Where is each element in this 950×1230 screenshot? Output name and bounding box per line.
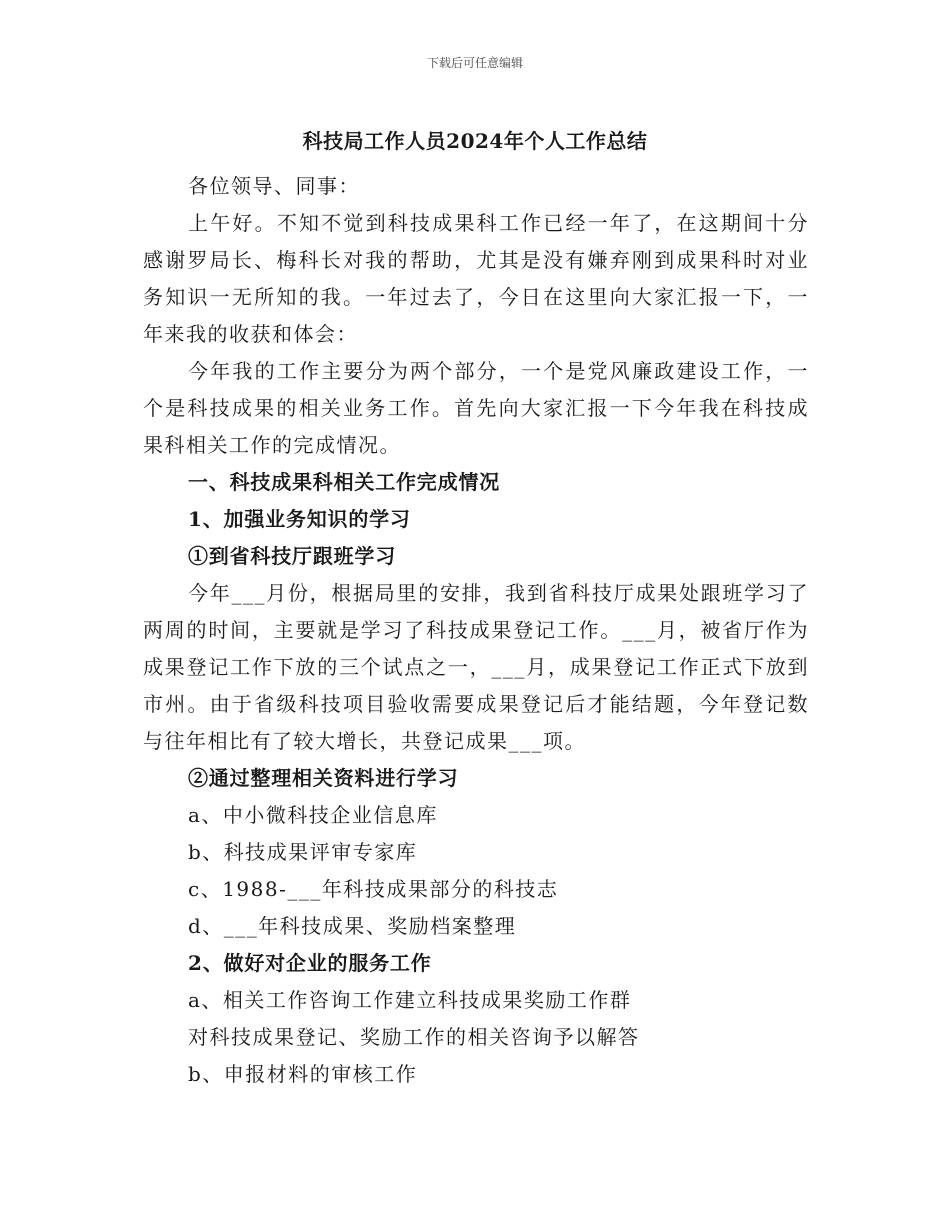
section-heading-1: 一、科技成果科相关工作完成情况 (188, 470, 500, 494)
list-item: b、科技成果评审专家库 (188, 840, 418, 864)
document-title: 科技局工作人员2024年个人工作总结 (302, 129, 648, 153)
list-item: d、___年科技成果、奖励档案整理 (188, 914, 517, 938)
paragraph-overview: 今年我的工作主要分为两个部分，一个是党风廉政建设工作，一个是科技成果的相关业务工作。首先向大家汇报一下今年我在科技成果科相关工作的完成情况。 (143, 359, 809, 457)
subheading-2: 2、做好对企业的服务工作 (188, 951, 432, 975)
page-header-note: 下载后可任意编辑 (426, 56, 523, 70)
subheading-1-1: ①到省科技厅跟班学习 (188, 544, 396, 568)
document-body (143, 168, 809, 1093)
paragraph-intro: 上午好。不知不觉到科技成果科工作已经一年了，在这期间十分感谢罗局长、梅科长对我的帮助，尤其是没有嫌弃刚到成果科时对业务知识一无所知的我。一年过去了，今日在这里向大家汇报一下，一年来我的收获和体会： (143, 211, 809, 346)
greeting: 各位领导、同事： (188, 174, 360, 198)
list-item: c、1988-___年科技成果部分的科技志 (188, 877, 559, 901)
list-item: 对科技成果登记、奖励工作的相关咨询予以解答 (188, 1025, 640, 1049)
list-item: a、相关工作咨询工作建立科技成果奖励工作群 (188, 988, 632, 1012)
subheading-1-2: ②通过整理相关资料进行学习 (188, 766, 459, 790)
list-item: a、中小微科技企业信息库 (188, 803, 438, 827)
subheading-1: 1、加强业务知识的学习 (188, 507, 411, 531)
paragraph-study: 今年___月份，根据局里的安排，我到省科技厅成果处跟班学习了两周的时间，主要就是学习了科技成果登记工作。___月，被省厅作为成果登记工作下放的三个试点之一，___月，成果登记工作正式下放到市州。由于省级科技项目验收需要成果登记后才能结题，今年登记数与往年相比有了较大增长，共登记成果___项。 (143, 581, 809, 753)
list-item: b、申报材料的审核工作 (188, 1062, 418, 1086)
